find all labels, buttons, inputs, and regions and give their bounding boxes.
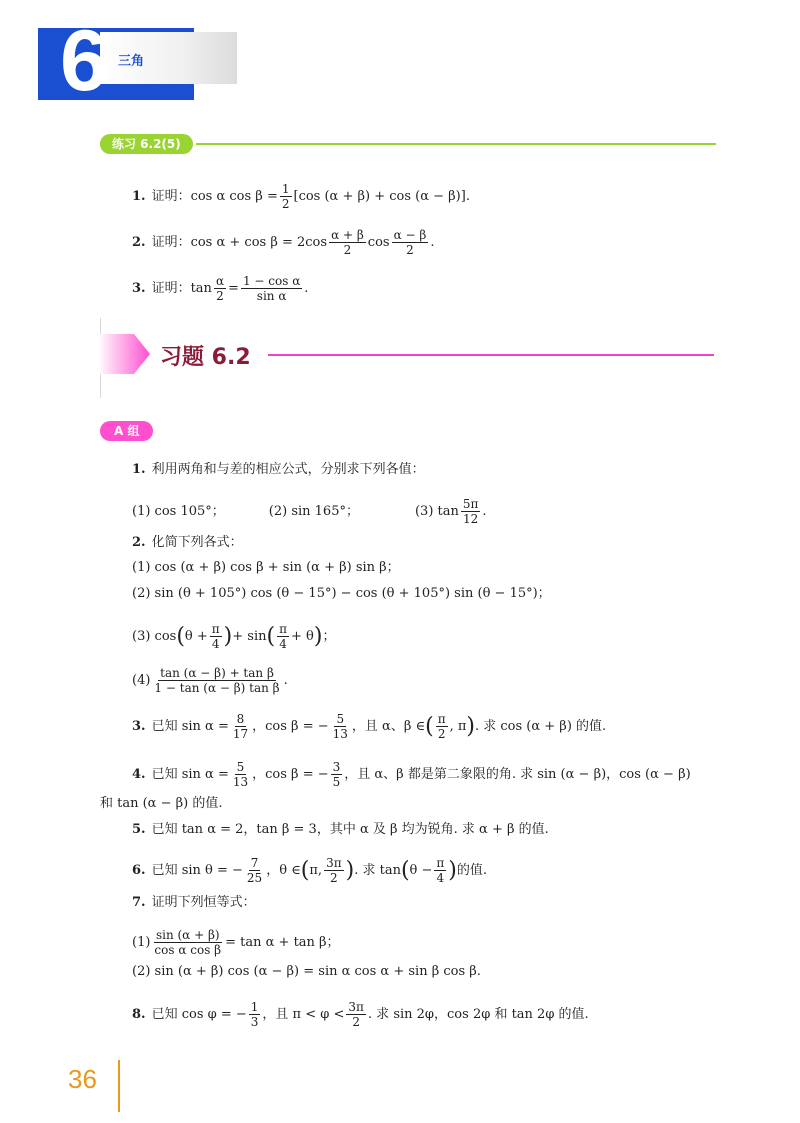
chapter-title: 三角	[118, 54, 145, 69]
exercise-1-parts: (1) cos 105°； (2) sin 165°； (3) tan $\frac{5\pi}{12}$ .	[132, 497, 487, 526]
page-number: 36	[68, 1064, 97, 1094]
practice-rule	[196, 143, 716, 145]
exercise-2-part-2: (2) sin (θ + 105°) cos (θ − 15°) − cos (θ + 105°) sin (θ − 15°)；	[132, 586, 551, 601]
practice-item-3: 3. 证明：tan $\frac{\alpha}{2}$ = $\frac{\text{1 − cos α}}{\text{sin α}}$ .	[132, 274, 309, 303]
practice-label: 练习 6.2(5)	[100, 134, 193, 154]
exercise-title: 习题 6.2	[160, 345, 251, 370]
exercise-6: 6. 已知 sin θ = − $\frac{7}{25}$ ，θ ∈ ( π, $\frac{3\pi}{2}$ ) . 求 tan ( θ − $\frac{\pi}{4}$ ) 的值.	[132, 856, 488, 885]
exercise-7: 7. 证明下列恒等式：	[132, 895, 256, 910]
exercise-rule	[268, 354, 714, 356]
exercise-1: 1. 利用两角和与差的相应公式，分别求下列各值：	[132, 462, 425, 477]
practice-item-2: 2. 证明：cos α + cos β = 2cos $\frac{\alpha + \beta}{2}$ cos $\frac{\alpha - \beta}{2}$ .	[132, 228, 435, 257]
exercise-7-part-2: (2) sin (α + β) cos (α − β) = sin α cos α + sin β cos β.	[132, 964, 481, 979]
exercise-2-part-3: (3) cos ( θ + $\frac{\pi}{4}$ ) + sin ( $\frac{\pi}{4}$ + θ ) ；	[132, 622, 336, 651]
section-flag-icon	[98, 334, 150, 374]
page-number-bar	[118, 1060, 120, 1112]
chapter-number: 6	[60, 13, 108, 109]
practice-item-1: 1. 证明：cos α cos β = $\frac{1}{2}$ [cos (α + β) + cos (α − β)].	[132, 182, 470, 211]
exercise-2: 2. 化简下列各式：	[132, 535, 243, 550]
exercise-4-continued: 和 tan (α − β) 的值.	[100, 796, 223, 811]
exercise-4: 4. 已知 sin α = $\frac{5}{13}$ ，cos β = − $\frac{3}{5}$ ，且 α、β 都是第二象限的角. 求 sin (α − β)，cos (α − β)	[132, 760, 691, 789]
exercise-8: 8. 已知 cos φ = − $\frac{1}{3}$ ，且 π < φ < $\frac{3\pi}{2}$ . 求 sin 2φ，cos 2φ 和 tan 2φ 的值.	[132, 1000, 589, 1029]
exercise-7-part-1: (1) $\frac{\sin (\alpha + \beta)}{\text{cos α cos β}}$ = tan α + tan β；	[132, 928, 340, 957]
exercise-3: 3. 已知 sin α = $\frac{8}{17}$ ，cos β = − $\frac{5}{13}$ ，且 α、β ∈ ( $\frac{\pi}{2}$ , π ) . 求 cos (α + β) 的值.	[132, 712, 607, 741]
exercise-2-part-4: (4) $\frac{\text{tan (α − β) + tan β}}{\text{1 − tan (α − β) tan β}}$ .	[132, 666, 288, 695]
group-label: A 组	[100, 421, 153, 441]
exercise-2-part-1: (1) cos (α + β) cos β + sin (α + β) sin β；	[132, 560, 400, 575]
exercise-5: 5. 已知 tan α = 2，tan β = 3，其中 α 及 β 均为锐角. 求 α + β 的值.	[132, 822, 549, 837]
